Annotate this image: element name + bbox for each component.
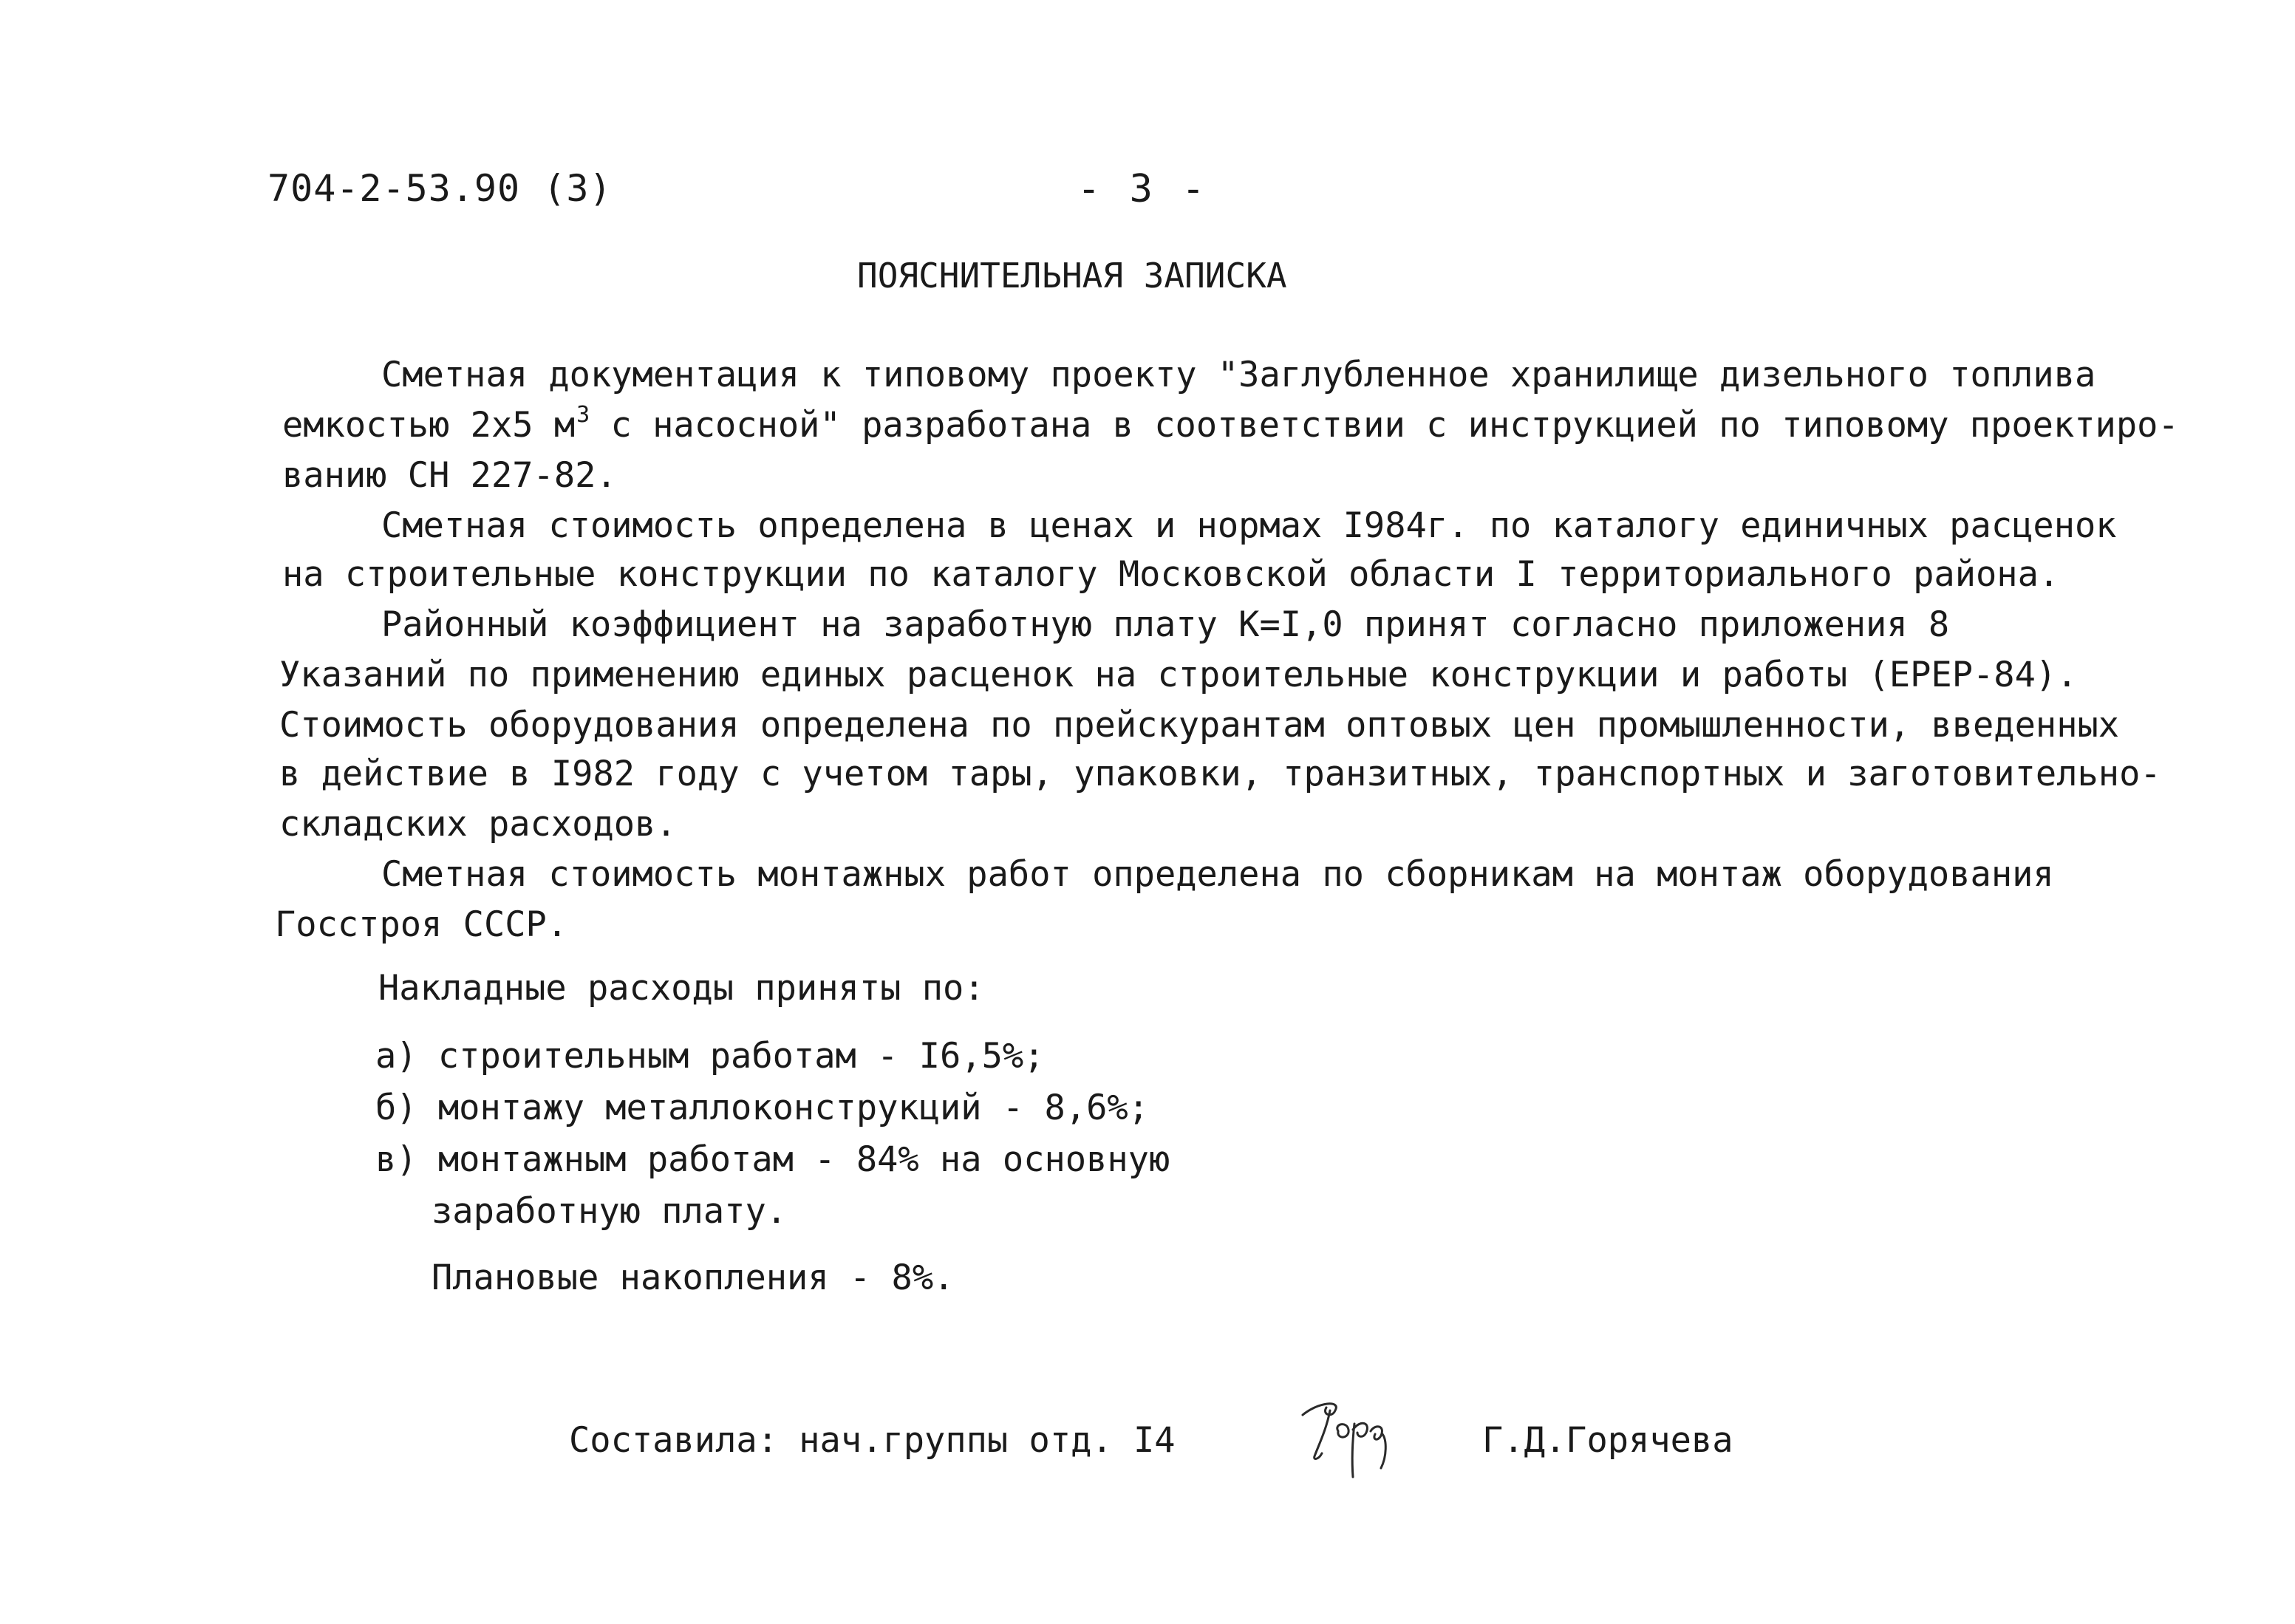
paragraph-3-line-5: складских расходов. xyxy=(279,804,677,845)
composed-by: Составила: нач.группы отд. I4 xyxy=(569,1420,1176,1461)
overhead-intro: Накладные расходы приняты по: xyxy=(378,968,985,1009)
paragraph-3-line-2: Указаний по применению единых расценок на строительные конструкции и работы (ЕРЕР-84). xyxy=(279,655,2078,695)
author-name: Г.Д.Горячева xyxy=(1482,1420,1733,1461)
paragraph-1-line-2-start: емкостью 2х5 м xyxy=(282,405,576,446)
paragraph-3-line-1: Районный коэффициент на заработную плату К=I,0 принят согласно приложения 8 xyxy=(381,604,1950,645)
paragraph-1-line-2-end: с насосной" разработана в соответствии с инструкцией по типовому проектиро- xyxy=(590,405,2179,446)
document-title: ПОЯСНИТЕЛЬНАЯ ЗАПИСКА xyxy=(857,256,1287,296)
page-number: - 3 - xyxy=(1077,167,1208,211)
overhead-item-installation-cont: заработную плату. xyxy=(432,1191,788,1232)
overhead-item-metal-structures: б) монтажу металлоконструкций - 8,6%; xyxy=(375,1088,1149,1128)
document-code: 704-2-53.90 (3) xyxy=(267,167,613,210)
paragraph-3-line-3: Стоимость оборудования определена по прейскурантам оптовых цен промышленности, введенных xyxy=(279,705,2120,746)
paragraph-1-line-1: Сметная документация к типовому проекту "Заглубленное хранилище дизельного топлива xyxy=(381,355,2096,395)
paragraph-4-line-2: Госстроя СССР. xyxy=(275,904,568,945)
paragraph-2-line-2: на строительные конструкции по каталогу Московской области I территориального района. xyxy=(282,554,2060,595)
paragraph-2-line-1: Сметная стоимость определена в ценах и нормах I984г. по каталогу единичных расценок xyxy=(381,505,2117,546)
exponent: 3 xyxy=(576,402,590,428)
overhead-item-construction: а) строительным работам - I6,5%; xyxy=(375,1036,1045,1077)
planned-savings: Плановые накопления - 8%. xyxy=(432,1258,955,1298)
handwritten-signature xyxy=(1289,1385,1408,1489)
paragraph-3-line-4: в действие в I982 году с учетом тары, упаковки, транзитных, транспортных и заготовительно- xyxy=(279,754,2161,794)
paragraph-1-line-2 xyxy=(282,403,2179,448)
paragraph-4-line-1: Сметная стоимость монтажных работ определена по сборникам на монтаж оборудования xyxy=(381,854,2054,895)
paragraph-1-line-3: ванию СН 227-82. xyxy=(282,455,617,496)
overhead-item-installation: в) монтажным работам - 84% на основную xyxy=(375,1139,1170,1180)
